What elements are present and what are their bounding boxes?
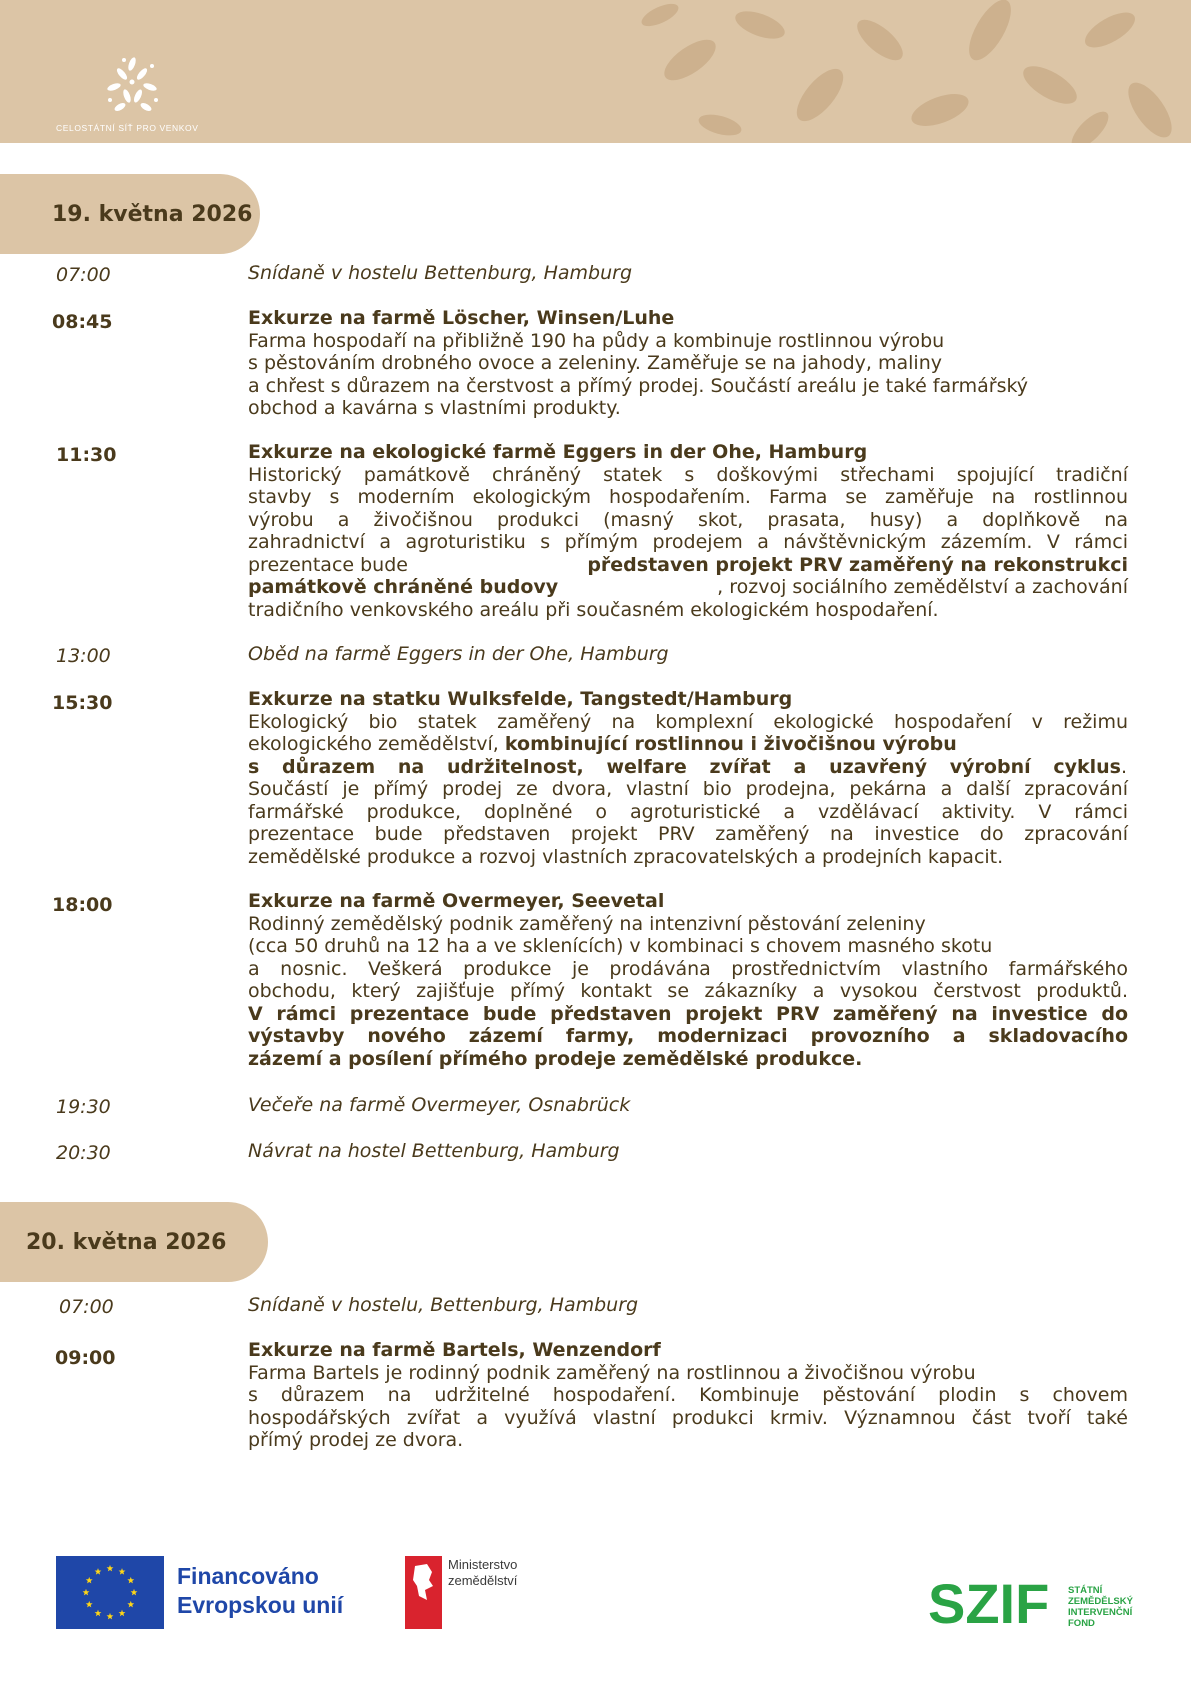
description-line: Farma Bartels je rodinný podnik zaměřený na rostlinnou a živočišnou výrobu	[248, 1361, 976, 1384]
highlight-line: zázemí a posílení přímého prodeje zemědělské produkce.	[248, 1047, 863, 1070]
visit-title: Exkurze na farmě Löscher, Winsen/Luhe	[248, 307, 675, 329]
eu-star-icon	[83, 1589, 90, 1596]
network-logo-icon	[52, 52, 212, 132]
eu-star-icon	[86, 1577, 93, 1584]
description-line: a chřest s důrazem na čerstvost a přímý prodej. Součástí areálu je také farmářský	[248, 374, 1029, 397]
time: 13:00	[56, 645, 111, 667]
highlight-text: kombinující rostlinnou i živočišnou výrobu	[504, 733, 957, 755]
time: 15:30	[52, 692, 113, 714]
description-line: výrobu a živočišnou produkci (masný skot, prasata, husy) a doplňkově na	[248, 508, 1128, 531]
lion-emblem-icon	[405, 1556, 442, 1629]
szif-sub-line: INTERVENČNÍ	[1068, 1607, 1133, 1618]
ministry-logo	[405, 1556, 442, 1629]
highlight-text: představen projekt PRV zaměřený na rekonstrukci	[587, 553, 1128, 576]
time: 18:00	[52, 894, 113, 916]
visit-title: Exkurze na ekologické farmě Eggers in der Ohe, Hamburg	[248, 441, 868, 463]
ministry-line1: Ministerstvo	[448, 1557, 518, 1572]
description-line: hospodářských zvířat a využívá vlastní produkci krmiv. Významnou část tvoří také	[248, 1406, 1128, 1429]
program-text: Oběd na farmě Eggers in der Ohe, Hamburg	[248, 643, 669, 665]
eu-star-icon	[95, 1610, 102, 1617]
time: 07:00	[56, 264, 111, 286]
szif-sub-line: ZEMĚDĚLSKÝ	[1068, 1596, 1133, 1607]
description-line: Historický památkově chráněný statek s doškovými střechami spojující tradiční	[248, 463, 1128, 486]
org-name: CELOSTÁTNÍ SÍŤ PRO VENKOV	[56, 123, 199, 133]
szif-logo-icon	[928, 1579, 1063, 1629]
eu-star-icon	[127, 1601, 134, 1608]
description-line: a nosnic. Veškerá produkce je prodávána prostřednictvím vlastního farmářského	[248, 957, 1128, 980]
description-line: farmářské produkce, doplněné o agroturistické a vzdělávací aktivity. V rámci	[248, 800, 1128, 823]
description-line: s pěstováním drobného ovoce a zeleniny. Zaměřuje se na jahody, maliny	[248, 352, 942, 374]
eu-stars-icon	[56, 1556, 164, 1629]
description-text: prezentace bude	[248, 553, 415, 576]
day-heading: 19. května 2026	[0, 174, 260, 254]
description-line: Farma hospodaří na přibližně 190 ha půdy a kombinuje rostlinnou výrobu	[248, 329, 945, 352]
description-line: prezentace bude představen projekt PRV zaměřený na investice do zpracování	[248, 823, 1128, 845]
eu-star-icon	[119, 1568, 126, 1575]
time: 08:45	[52, 311, 113, 333]
time: 19:30	[56, 1096, 111, 1118]
program-text: Snídaně v hostelu Bettenburg, Hamburg	[248, 262, 633, 284]
description-line: přímý prodej ze dvora.	[248, 1429, 464, 1451]
description-line-mixed	[248, 756, 1128, 779]
eu-star-icon	[127, 1577, 134, 1584]
description-text: .	[1121, 755, 1128, 778]
description-line: obchodu, který zajišťuje přímý kontakt se zákazníky a vysokou čerstvost produktů.	[248, 980, 1128, 1002]
eu-star-icon	[131, 1589, 138, 1596]
eu-star-icon	[86, 1601, 93, 1608]
program-text: Návrat na hostel Bettenburg, Hamburg	[248, 1140, 620, 1162]
eu-star-icon	[107, 1613, 114, 1620]
time: 11:30	[56, 444, 117, 466]
description-text: ekologického zemědělství,	[248, 733, 505, 755]
szif-sub-line: STÁTNÍ	[1068, 1585, 1103, 1596]
description-line: tradičního venkovského areálu při současném ekologickém hospodaření.	[248, 598, 939, 621]
visit-title: Exkurze na statku Wulksfelde, Tangstedt/Hamburg	[248, 688, 793, 710]
highlight-text: s důrazem na udržitelnost, welfare zvířat a uzavřený výrobní cyklus	[248, 755, 1121, 778]
time: 07:00	[59, 1296, 114, 1318]
description-line-mixed	[248, 576, 1128, 599]
description-line: obchod a kavárna s vlastními produkty.	[248, 397, 621, 419]
description-line: zahradnictví a agroturistiku s přímým prodejem a návštěvnickým zázemím. V rámci	[248, 531, 1128, 553]
eu-funding-line2: Evropskou unií	[177, 1592, 344, 1618]
ministry-line2: zemědělství	[448, 1573, 518, 1588]
time: 20:30	[56, 1142, 111, 1164]
description-text: , rozvoj sociálního zemědělství a zachování	[717, 576, 1128, 598]
description-line: (cca 50 druhů na 12 ha a ve sklenících) v kombinaci s chovem masného skotu	[248, 935, 993, 957]
highlight-line: výstavby nového zázemí farmy, modernizaci provozního a skladovacího	[248, 1025, 1128, 1047]
description-line-mixed	[248, 733, 957, 756]
eu-star-icon	[107, 1565, 114, 1572]
description-line: stavby s moderním ekologickým hospodařením. Farma se zaměřuje na rostlinnou	[248, 486, 1128, 508]
visit-title: Exkurze na farmě Overmeyer, Seevetal	[248, 890, 665, 912]
eu-star-icon	[119, 1610, 126, 1617]
description-line: Rodinný zemědělský podnik zaměřený na intenzivní pěstování zeleniny	[248, 912, 926, 935]
description-line: zemědělské produkce a rozvoj vlastních zpracovatelských a prodejních kapacit.	[248, 845, 1004, 868]
highlight-text: památkově chráněné budovy	[248, 576, 559, 598]
description-line: Ekologický bio statek zaměřený na komplexní ekologické hospodaření v režimu	[248, 710, 1128, 733]
page-header	[0, 0, 1191, 143]
szif-wordmark: SZIF	[928, 1579, 1050, 1629]
szif-sub-line: FOND	[1068, 1618, 1095, 1629]
highlight-line: V rámci prezentace bude představen projekt PRV zaměřený na investice do	[248, 1002, 1128, 1025]
eu-star-icon	[95, 1568, 102, 1575]
eu-flag	[56, 1556, 164, 1629]
eu-funding-line1: Financováno	[177, 1563, 319, 1589]
description-line: s důrazem na udržitelné hospodaření. Kombinuje pěstování plodin s chovem	[248, 1384, 1128, 1406]
program-text: Večeře na farmě Overmeyer, Osnabrück	[248, 1094, 631, 1116]
visit-title: Exkurze na farmě Bartels, Wenzendorf	[248, 1339, 661, 1361]
description-line: Součástí je přímý prodej ze dvora, vlastní bio prodejna, pekárna a další zpracování	[248, 778, 1128, 800]
program-text: Snídaně v hostelu, Bettenburg, Hamburg	[248, 1294, 639, 1316]
description-line-mixed	[248, 554, 1128, 577]
time: 09:00	[55, 1347, 116, 1369]
day-heading: 20. května 2026	[0, 1202, 268, 1282]
